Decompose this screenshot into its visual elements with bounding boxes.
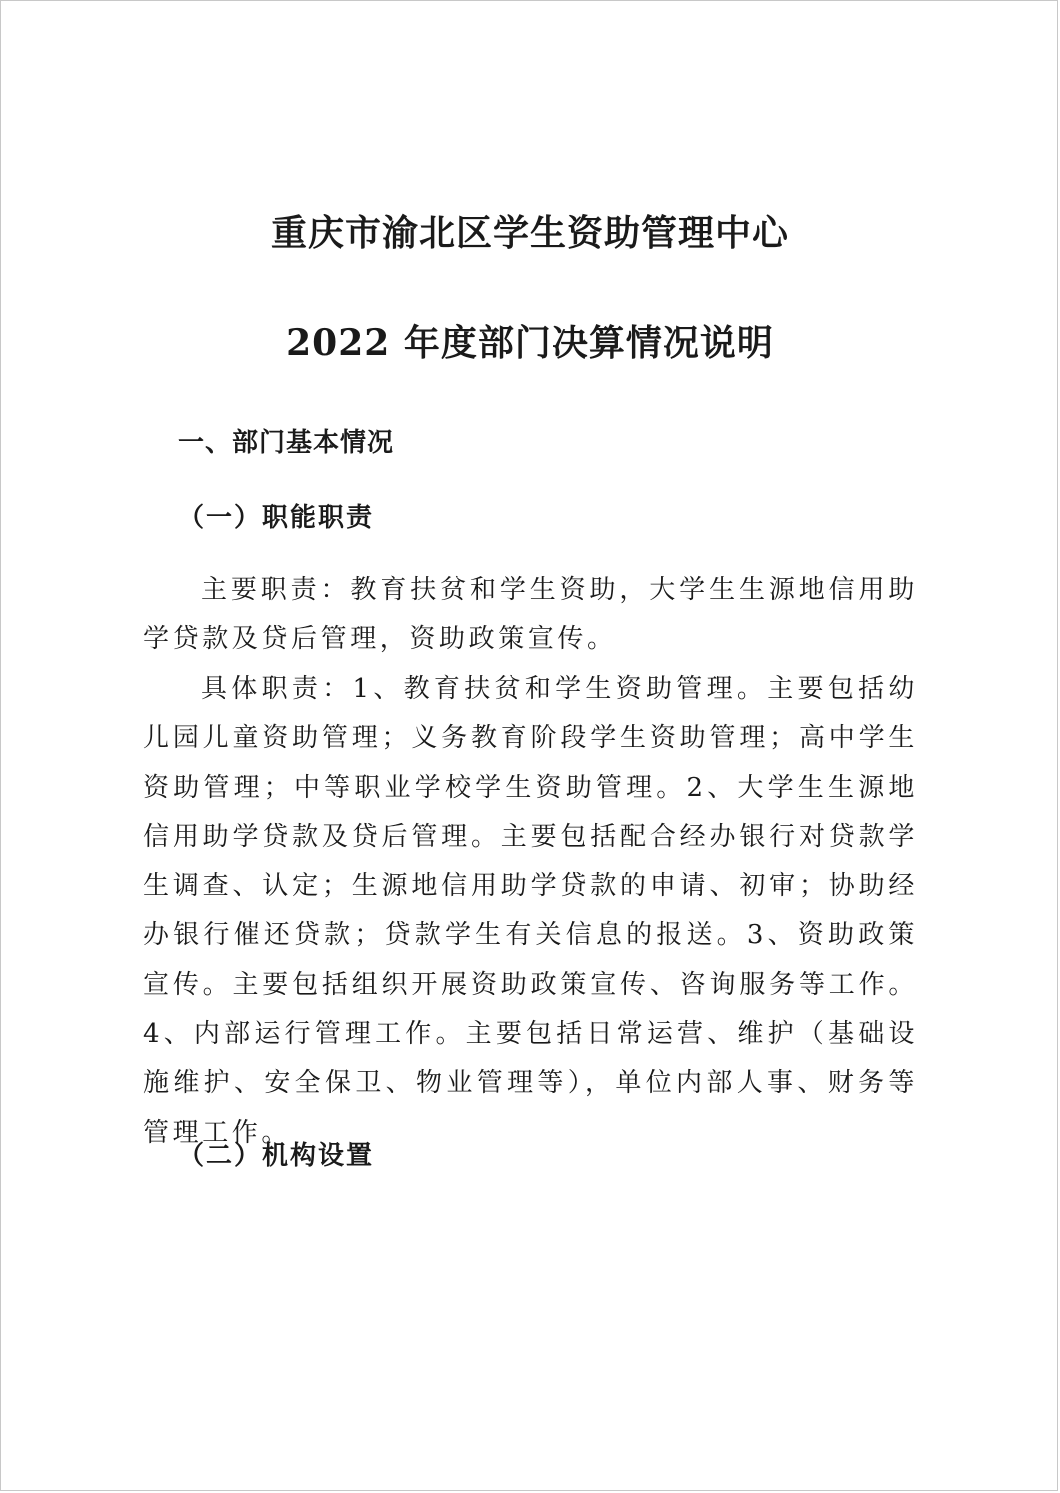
document-title-line-2: 2022 年度部门决算情况说明	[286, 322, 774, 364]
paragraph-main-duties: 主要职责：教育扶贫和学生资助，大学生生源地信用助学贷款及贷后管理，资助政策宣传。	[143, 575, 918, 655]
subsection-heading-duties: （一）职能职责	[178, 503, 375, 533]
paragraph-specific-duties: 具体职责：1、教育扶贫和学生资助管理。主要包括幼儿园儿童资助管理；义务教育阶段学生资助管理；高中学生资助管理；中等职业学校学生资助管理。2、大学生生源地信用助学贷款及贷后管理。主要包括配合经办银行对贷款学生调查、认定；生源地信用助学贷款的申请、初审；协助经办银行催还贷款；贷款学生有关信息的报送。3、资助政策宣传。主要包括组织开展资助政策宣传、咨询服务等工作。4、内部运行管理工作。主要包括日常运营、维护（基础设施维护、安全保卫、物业管理等），单位内部人事、财务等管理工作。	[143, 674, 918, 1148]
document-title-line-1: 重庆市渝北区学生资助管理中心	[270, 212, 789, 254]
section-heading-basic-info: 一、部门基本情况	[178, 428, 395, 458]
subsection-heading-organization: （二）机构设置	[178, 1141, 375, 1171]
